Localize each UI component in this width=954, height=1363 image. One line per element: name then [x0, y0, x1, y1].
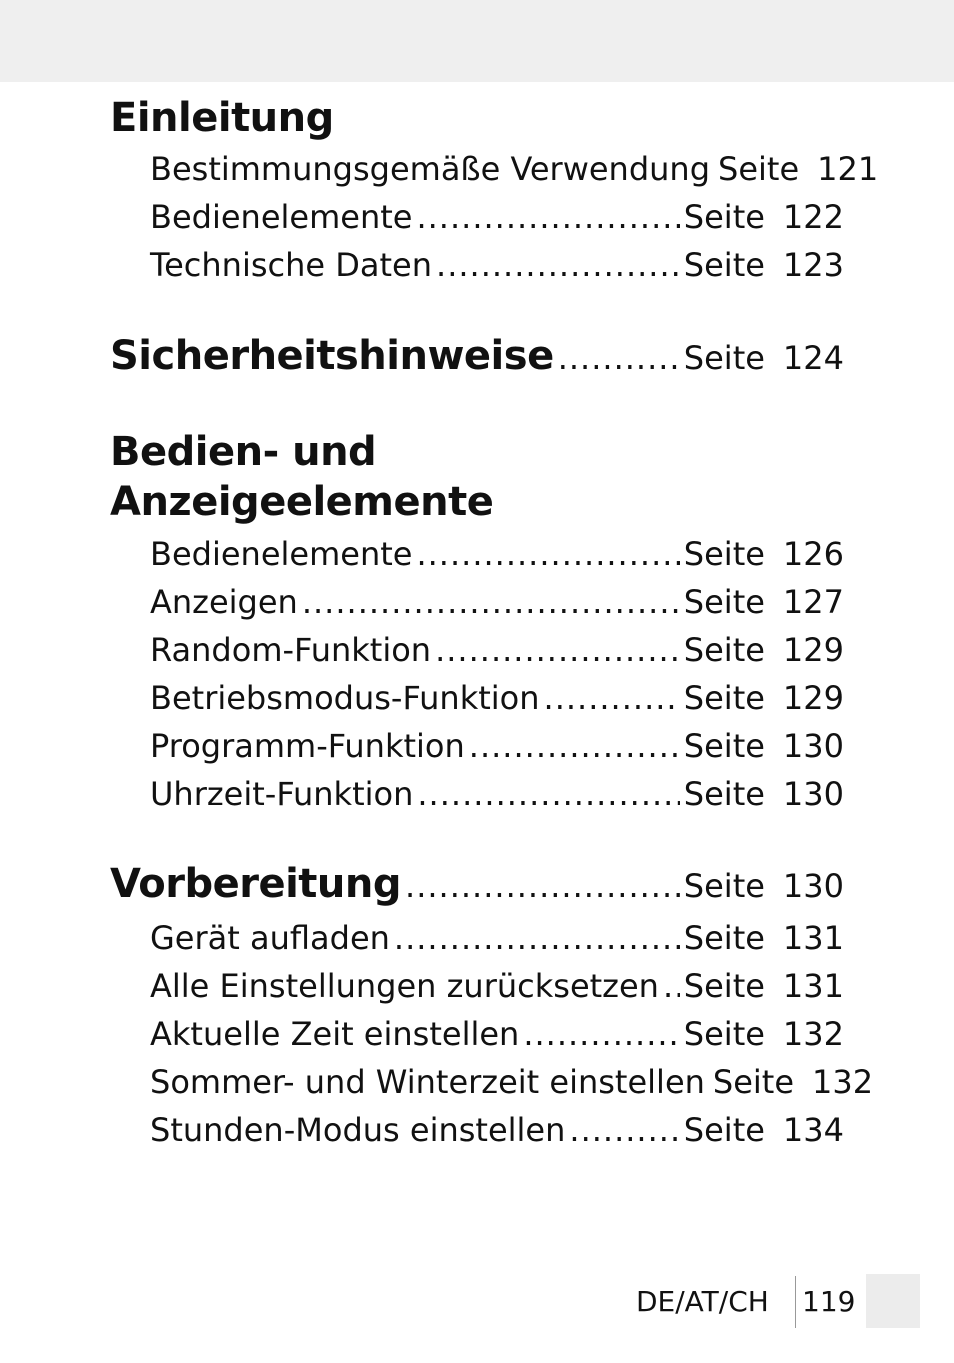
toc-entry-label: Gerät aufladen: [150, 919, 390, 957]
seite-label: Seite: [683, 1015, 765, 1053]
page-number: 130: [782, 775, 844, 813]
dot-leader: [417, 774, 679, 814]
toc-entry-label: Bedienelemente: [150, 198, 413, 236]
page-number: 129: [782, 679, 844, 717]
toc-entry[interactable]: [150, 149, 879, 189]
seite-label: Seite: [683, 246, 765, 284]
seite-label: Seite: [683, 583, 765, 621]
seite-label: Seite: [683, 535, 765, 573]
page-number: 132: [782, 1015, 844, 1053]
section-heading-vorbereitung: Vorbereitung: [110, 861, 402, 907]
toc-entry-label: Alle Einstellungen zurücksetzen: [150, 967, 659, 1005]
toc-entry[interactable]: [150, 966, 844, 1006]
page-number: 130: [782, 727, 844, 765]
seite-label: Seite: [683, 198, 765, 236]
toc-entry-label: Technische Daten: [150, 246, 433, 284]
dot-leader: [523, 1014, 679, 1054]
page-number: 121: [817, 150, 879, 188]
dot-leader: [302, 582, 680, 622]
seite-label: Seite: [683, 967, 765, 1005]
toc-entry[interactable]: [150, 630, 844, 670]
section-heading-bedien-line1: Bedien- und: [110, 429, 377, 475]
toc-entry[interactable]: [150, 197, 844, 237]
dot-leader: [436, 245, 680, 285]
seite-label: Seite: [718, 150, 800, 188]
seite-label: Seite: [683, 679, 765, 717]
toc-entry-label: Sommer- und Winterzeit einstellen: [150, 1063, 705, 1101]
toc-entry-label: Uhrzeit-Funktion: [150, 775, 414, 813]
seite-label: Seite: [683, 775, 765, 813]
section-heading-einleitung: Einleitung: [110, 95, 334, 141]
dot-leader: [469, 726, 680, 766]
footer-page-number: 119: [802, 1285, 856, 1318]
section-heading-bedien-line2: Anzeigeelemente: [110, 479, 494, 525]
toc-entry[interactable]: [150, 774, 844, 814]
toc-entry-label: Bedienelemente: [150, 535, 413, 573]
toc-entry[interactable]: [150, 534, 844, 574]
toc-entry-label: Bestimmungsgemäße Verwendung: [150, 150, 711, 188]
dot-leader: [663, 966, 680, 1006]
seite-label: Seite: [683, 1111, 765, 1149]
dot-leader: [394, 918, 680, 958]
dot-leader: [405, 866, 680, 906]
page-number: 122: [782, 198, 844, 236]
page-number: 129: [782, 631, 844, 669]
page-number: 124: [782, 339, 844, 377]
page-number: 131: [782, 919, 844, 957]
page-number: 127: [782, 583, 844, 621]
toc-entry-label: Random-Funktion: [150, 631, 432, 669]
footer-divider: [795, 1276, 796, 1328]
dot-leader: [544, 678, 680, 718]
page-number: 131: [782, 967, 844, 1005]
page-number: 132: [812, 1063, 874, 1101]
toc-entry-vorbereitung[interactable]: [110, 861, 844, 907]
page-number: 123: [782, 246, 844, 284]
seite-label: Seite: [683, 727, 765, 765]
seite-label: Seite: [683, 919, 765, 957]
page-number: 126: [782, 535, 844, 573]
toc-entry-label: Stunden-Modus einstellen: [150, 1111, 566, 1149]
toc-entry-label: Programm-Funktion: [150, 727, 465, 765]
toc-entry-label: Anzeigen: [150, 583, 298, 621]
toc-entry[interactable]: [150, 1014, 844, 1054]
toc-entry-sicherheitshinweise[interactable]: [110, 333, 844, 379]
toc-entry[interactable]: [150, 678, 844, 718]
dot-leader: [416, 197, 679, 237]
seite-label: Seite: [683, 339, 765, 377]
footer-region-label: DE/AT/CH: [636, 1285, 769, 1318]
footer-tab-marker: [866, 1274, 920, 1328]
toc-entry[interactable]: [150, 1110, 844, 1150]
seite-label: Seite: [683, 631, 765, 669]
dot-leader: [558, 338, 680, 378]
header-band: [0, 0, 954, 82]
toc-entry[interactable]: [150, 726, 844, 766]
toc-entry[interactable]: [150, 582, 844, 622]
toc-entry[interactable]: [150, 918, 844, 958]
page-number: 130: [782, 867, 844, 905]
page-number: 134: [782, 1111, 844, 1149]
dot-leader: [569, 1110, 679, 1150]
toc-entry[interactable]: [150, 1062, 874, 1102]
seite-label: Seite: [683, 867, 765, 905]
seite-label: Seite: [712, 1063, 795, 1101]
toc-entry-label: Aktuelle Zeit einstellen: [150, 1015, 520, 1053]
dot-leader: [435, 630, 680, 670]
toc-entry[interactable]: [150, 245, 844, 285]
section-heading-sicherheitshinweise: Sicherheitshinweise: [110, 333, 554, 379]
toc-entry-label: Betriebsmodus-Funktion: [150, 679, 540, 717]
dot-leader: [416, 534, 679, 574]
